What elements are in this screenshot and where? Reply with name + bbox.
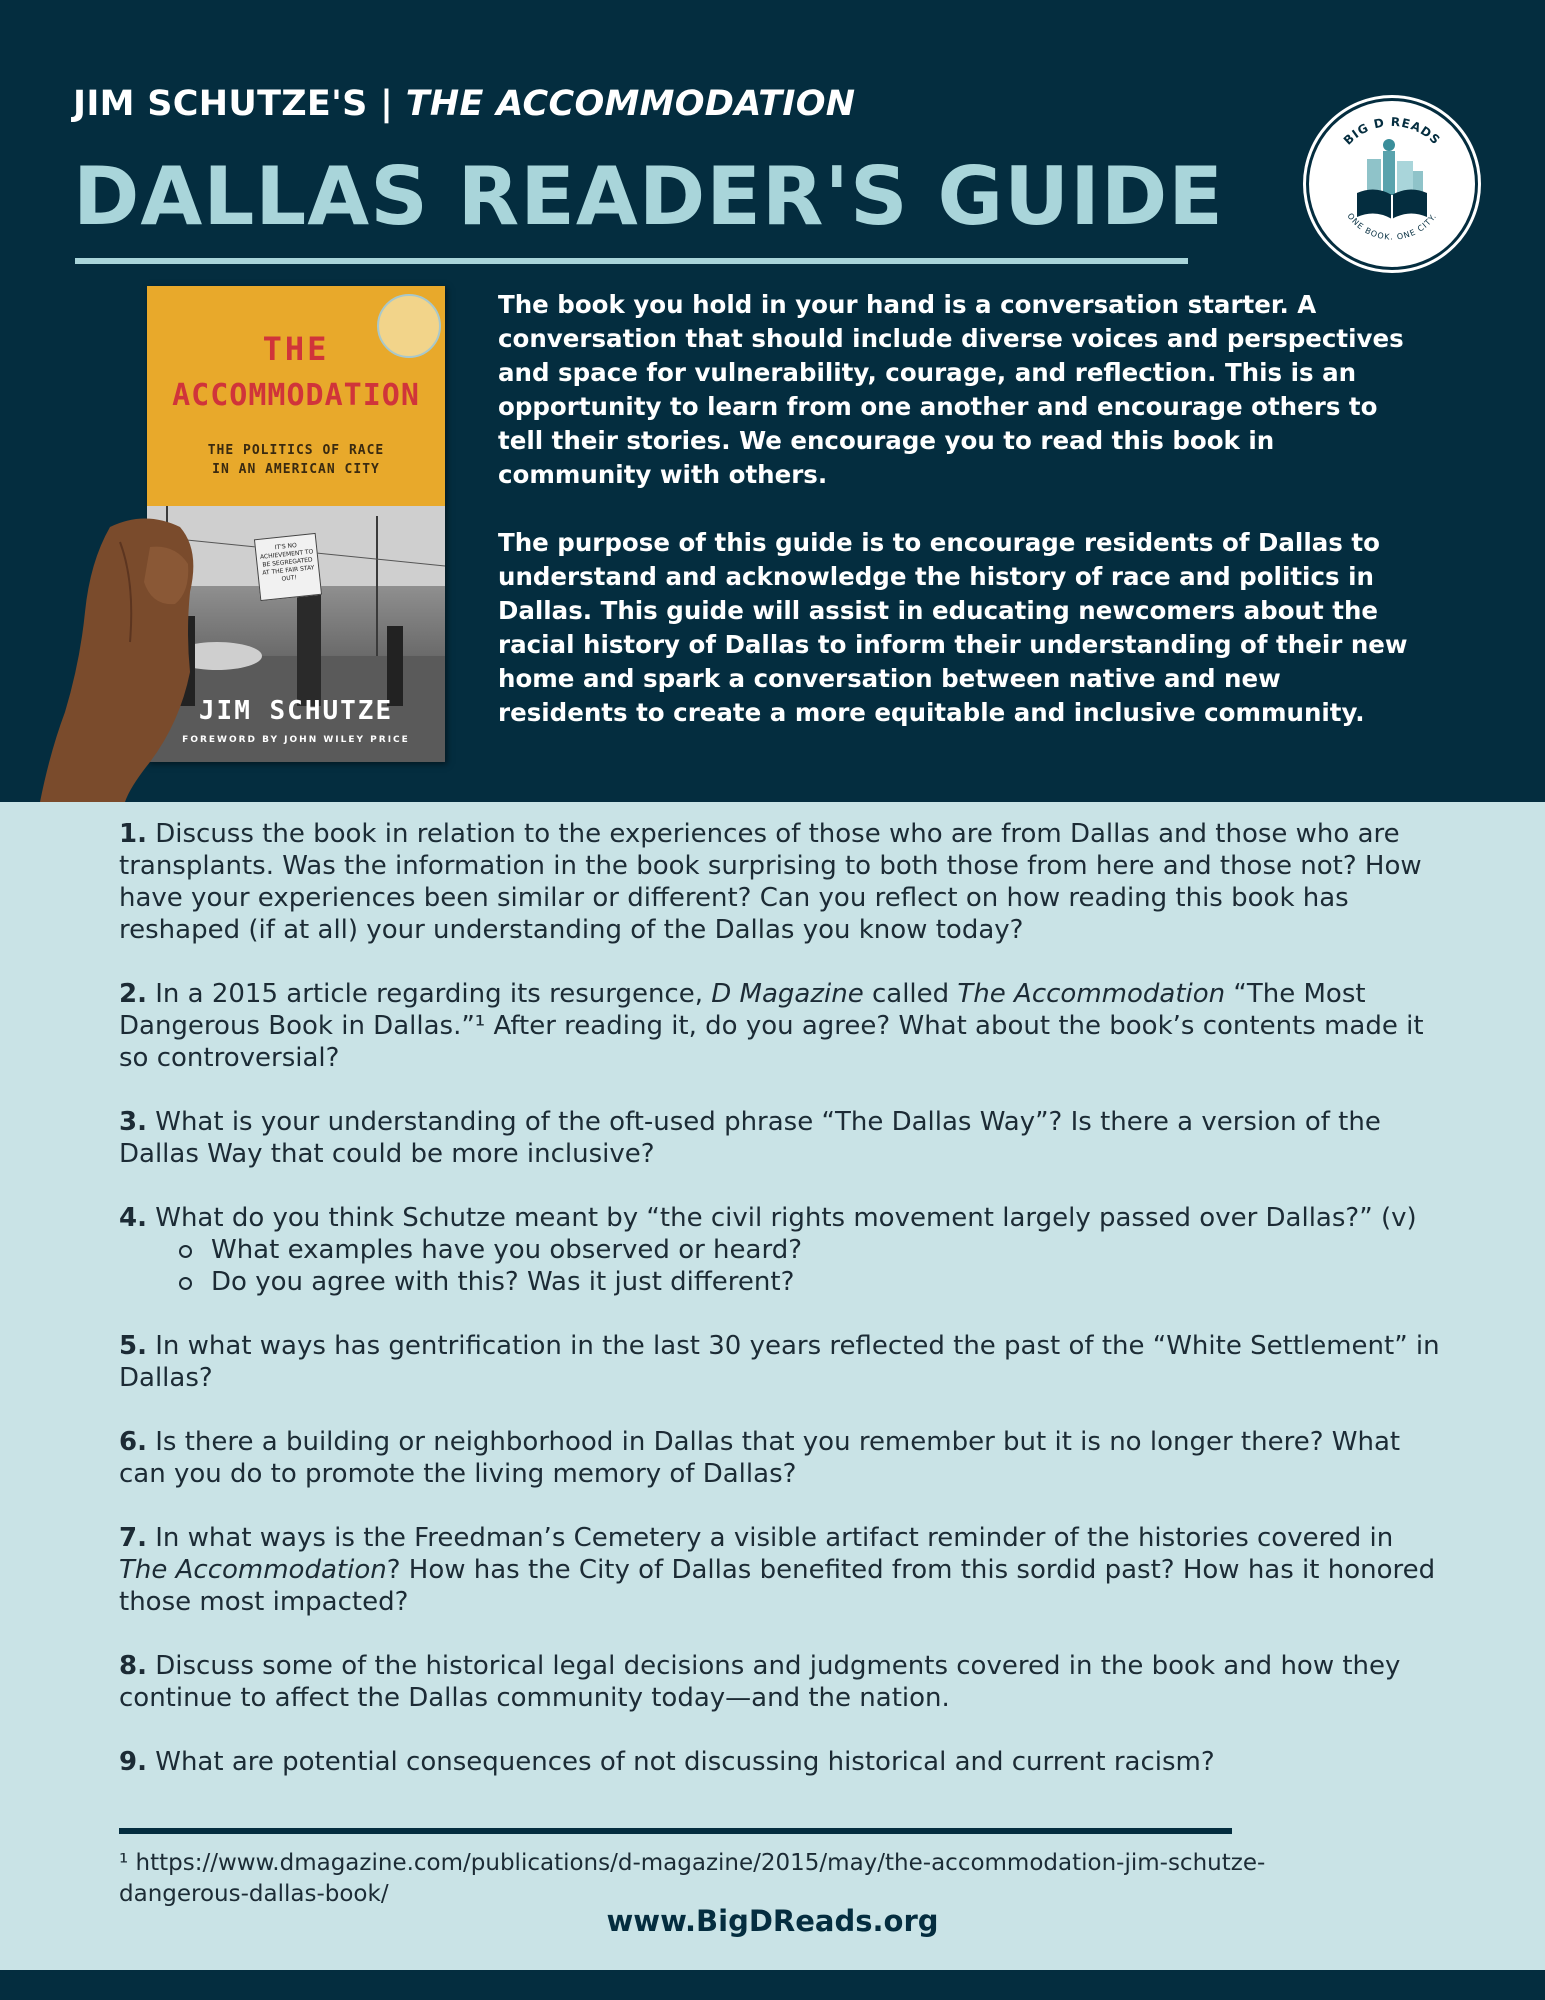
question-number: 7.: [119, 1523, 147, 1553]
cover-subtitle-line2: IN AN AMERICAN CITY: [212, 462, 380, 477]
question-text: In a 2015 article regarding its resurgence,: [155, 979, 703, 1009]
question-number: 2.: [119, 979, 147, 1009]
question-text: What is your understanding of the oft-used phrase “The Dallas Way”? Is there a version of the Dallas Way that could be more inclusive?: [119, 1107, 1381, 1169]
question-number: 5.: [119, 1331, 147, 1361]
sub-question-text: What examples have you observed or heard?: [211, 1235, 802, 1265]
question-4: [119, 1202, 1449, 1298]
question-3: [119, 1106, 1449, 1170]
question-text: ? How has the City of Dallas benefited from this sordid past? How has it honored those most impacted?: [119, 1555, 1436, 1617]
question-italic: The Accommodation: [957, 979, 1226, 1009]
bottom-band: [0, 1970, 1545, 2000]
kicker-author: JIM SCHUTZE'S: [73, 84, 368, 124]
footnote-divider: [119, 1828, 1232, 1834]
question-text: What do you think Schutze meant by “the civil rights movement largely passed over Dallas?” (v): [155, 1203, 1417, 1233]
footnote: ¹ https://www.dmagazine.com/publications/d-magazine/2015/may/the-accommodation-jim-schutze-dangerous-dallas-book/: [119, 1850, 1266, 1907]
question-text: Discuss some of the historical legal decisions and judgments covered in the book and how they continue to affect the Dallas community today—and the nation.: [119, 1651, 1401, 1713]
cover-foreword: FOREWORD BY JOHN WILEY PRICE: [182, 735, 410, 745]
logo-bottom-text: ONE BOOK. ONE CITY.: [1345, 211, 1439, 242]
cover-title-line2: ACCOMMODATION: [172, 378, 420, 413]
page-title: DALLAS READER'S GUIDE: [73, 150, 1224, 243]
intro-paragraph-2: The purpose of this guide is to encourage residents of Dallas to understand and acknowledge the history of race and politics in Dallas. This guide will assist in educating newcomers about the racial history of Dallas to inform their understanding of their new home and spark a conversation between native and new residents to create a more equitable and inclusive community.: [498, 528, 1408, 727]
question-italic: The Accommodation: [119, 1555, 387, 1585]
question-number: 9.: [119, 1747, 147, 1777]
sub-question-text: Do you agree with this? Was it just different?: [211, 1267, 795, 1297]
kicker-book-title: THE ACCOMMODATION: [405, 84, 856, 124]
question-number: 1.: [119, 819, 147, 849]
question-text: In what ways has gentrification in the last 30 years reflected the past of the “White Settlement” in Dallas?: [119, 1331, 1440, 1393]
question-number: 6.: [119, 1427, 147, 1457]
question-number: 8.: [119, 1651, 147, 1681]
sub-question: [177, 1266, 1449, 1298]
cover-title-line1: THE: [262, 330, 330, 368]
question-number: 3.: [119, 1107, 147, 1137]
discussion-questions: [119, 818, 1449, 1810]
question-5: [119, 1330, 1449, 1394]
cover-author: JIM SCHUTZE: [198, 696, 394, 726]
question-text: What are potential consequences of not discussing historical and current racism?: [155, 1747, 1215, 1777]
question-text: Discuss the book in relation to the experiences of those who are from Dallas and those who are transplants. Was the information in the book surprising to both those from here and those not? How have your experiences been similar or different? Can you reflect on how reading this book has reshaped (if at all) your understanding of the Dallas you know today?: [119, 819, 1422, 945]
question-text: In what ways is the Freedman’s Cemetery a visible artifact reminder of the histories covered in: [155, 1523, 1394, 1553]
question-1: [119, 818, 1449, 946]
guide-kicker: [73, 84, 855, 124]
question-italic: D Magazine: [711, 979, 864, 1009]
question-2: [119, 978, 1449, 1074]
book-cover-image: [40, 282, 460, 802]
intro-text: [498, 288, 1408, 730]
sub-question: [177, 1234, 1449, 1266]
question-number: 4.: [119, 1203, 147, 1233]
cover-subtitle-line1: THE POLITICS OF RACE: [207, 443, 385, 458]
open-book-city-skyline-icon: [1309, 101, 1475, 267]
hollow-bullet-icon: [179, 1277, 192, 1290]
question-6: [119, 1426, 1449, 1490]
question-8: [119, 1650, 1449, 1714]
question-9: [119, 1746, 1449, 1778]
question-4-subitems: [119, 1234, 1449, 1298]
intro-paragraph-1: The book you hold in your hand is a conversation starter. A conversation that should include diverse voices and perspectives and space for vulnerability, courage, and reflection. This is an opportunity to learn from one another and encourage others to tell their stories. We encourage you to read this book in community with others.: [498, 290, 1404, 489]
logo-top-text: BIG D READS: [1340, 114, 1444, 148]
big-d-reads-logo: [1306, 98, 1478, 270]
question-text: “The Most Dangerous Book in Dallas.”¹ After reading it, do you agree? What about the book’s contents made it so controversial?: [119, 979, 1424, 1073]
kicker-separator: |: [380, 84, 394, 124]
question-text: called: [871, 979, 950, 1009]
question-text: Is there a building or neighborhood in Dallas that you remember but it is no longer there? What can you do to promote the living memory of Dallas?: [119, 1427, 1401, 1489]
title-divider: [75, 258, 1188, 264]
hollow-bullet-icon: [179, 1245, 192, 1258]
header-band: [0, 0, 1545, 802]
website-link[interactable]: www.BigDReads.org: [606, 1904, 939, 1938]
hand-holding-book: [40, 282, 460, 802]
question-7: [119, 1522, 1449, 1618]
protest-sign-text: IT'S NO ACHIEVEMENT TO BE SEGREGATED AT THE FAIR STAY OUT!: [259, 541, 315, 583]
